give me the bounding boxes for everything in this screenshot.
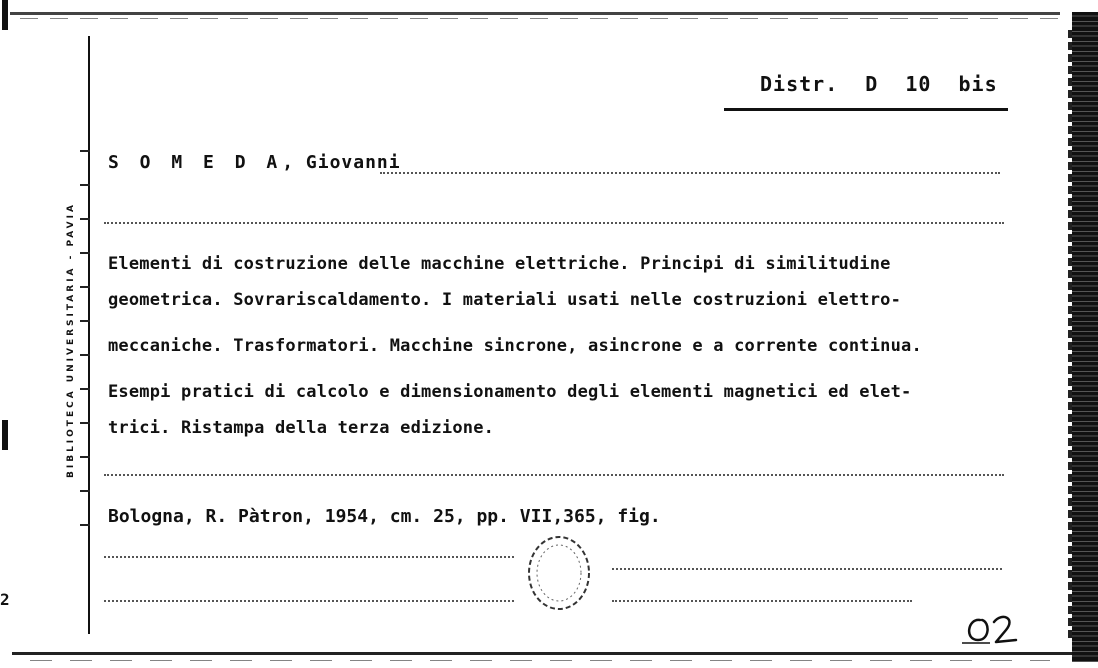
- dotted-rule: [612, 568, 1002, 570]
- shelfmark-underline: [724, 108, 1008, 111]
- dotted-rule: [104, 474, 1004, 476]
- title-line-3: meccaniche. Trasformatori. Macchine sincrone, asincrone e a corrente continua.: [108, 336, 922, 356]
- author-surname: S O M E D A: [108, 152, 283, 173]
- scan-border-bottom: [12, 652, 1072, 655]
- shelfmark: Distr. D 10 bis: [760, 72, 998, 96]
- handwritten-note: [960, 610, 1020, 646]
- title-line-4: Esempi pratici di calcolo e dimensionamento degli elementi magnetici ed elet-: [108, 382, 912, 402]
- dotted-rule: [612, 600, 912, 602]
- title-line-5: trici. Ristampa della terza edizione.: [108, 418, 495, 438]
- title-line-1: Elementi di costruzione delle macchine elettriche. Principi di similitudine: [108, 254, 891, 274]
- round-stamp-icon: [520, 534, 598, 612]
- dotted-rule: [104, 556, 514, 558]
- corner-number: 2: [0, 590, 10, 609]
- scan-border-bottom-dashed: [30, 660, 1050, 661]
- title-line-2: geometrica. Sovrariscaldamento. I materiali usati nelle costruzioni elettro-: [108, 290, 902, 310]
- scan-edge-right-inner: [1068, 30, 1072, 640]
- dotted-rule: [104, 600, 514, 602]
- scan-edge-right: [1072, 12, 1098, 662]
- author-heading: [108, 152, 401, 173]
- library-stamp-text: BIBLIOTECA UNIVERSITARIA - PAVIA: [66, 202, 76, 478]
- scan-border-top-dashed: [20, 18, 1060, 19]
- dotted-rule: [104, 222, 1004, 224]
- imprint: Bologna, R. Pàtron, 1954, cm. 25, pp. VII,365, fig.: [108, 506, 661, 527]
- scan-edge-left: [0, 0, 10, 668]
- author-forename: , Giovanni: [282, 152, 401, 173]
- scan-border-top: [0, 12, 1060, 15]
- dotted-rule: [380, 172, 1000, 174]
